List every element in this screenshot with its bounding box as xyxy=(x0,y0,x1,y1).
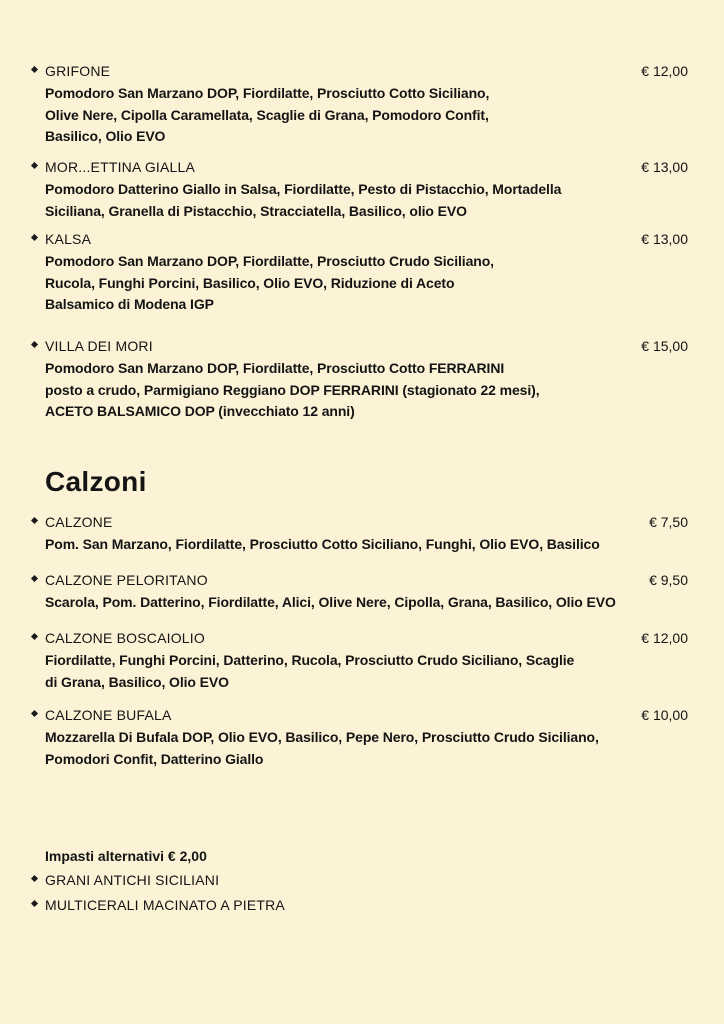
description-line: Pomodoro San Marzano DOP, Fiordilatte, Prosciutto Cotto FERRARINI xyxy=(45,360,505,376)
menu-item-calzone-bufala xyxy=(30,705,694,770)
item-name: VILLA DEI MORI xyxy=(45,338,153,354)
menu-item-grifone xyxy=(30,61,694,148)
extra-name: GRANI ANTICHI SICILIANI xyxy=(45,872,220,888)
diamond-bullet-icon xyxy=(31,575,38,582)
menu-item-morettina-gialla xyxy=(30,157,694,222)
description-line: Fiordilatte, Funghi Porcini, Datterino, Rucola, Prosciutto Crudo Siciliano, Scaglie xyxy=(45,652,575,668)
description-line: Pomodori Confit, Datterino Giallo xyxy=(45,750,264,767)
item-name: CALZONE BOSCAIOLIO xyxy=(45,630,205,646)
item-price: € 12,00 xyxy=(641,63,688,79)
diamond-bullet-icon xyxy=(31,341,38,348)
item-description xyxy=(45,83,694,148)
item-price: € 13,00 xyxy=(641,231,688,247)
diamond-bullet-icon xyxy=(31,900,38,907)
description-line: Scarola, Pom. Datterino, Fiordilatte, Alici, Olive Nere, Cipolla, Grana, Basilico, Olio EVO xyxy=(45,594,616,610)
description-line: Basilico, Olio EVO xyxy=(45,128,166,144)
menu-item-calzone-peloritano xyxy=(30,570,694,614)
item-name: KALSA xyxy=(45,231,92,247)
description-line: Pomodoro Datterino Giallo in Salsa, Fiordilatte, Pesto di Pistacchio, Mortadella xyxy=(45,181,562,197)
menu-item-kalsa xyxy=(30,229,694,316)
item-price: € 9,50 xyxy=(649,572,688,588)
item-name: CALZONE BUFALA xyxy=(45,707,172,723)
diamond-bullet-icon xyxy=(31,517,38,524)
item-price: € 13,00 xyxy=(641,159,688,175)
description-line: Rucola, Funghi Porcini, Basilico, Olio EVO, Riduzione di Aceto xyxy=(45,274,455,291)
diamond-bullet-icon xyxy=(31,875,38,882)
item-price: € 12,00 xyxy=(641,630,688,646)
description-line: di Grana, Basilico, Olio EVO xyxy=(45,673,229,690)
item-description xyxy=(45,358,694,423)
description-line: ACETO BALSAMICO DOP (invecchiato 12 anni) xyxy=(45,403,355,419)
diamond-bullet-icon xyxy=(31,66,38,73)
item-name: GRIFONE xyxy=(45,63,111,79)
item-name: MOR...ETTINA GIALLA xyxy=(45,159,196,175)
item-description xyxy=(45,727,694,770)
extra-item-multicerali xyxy=(30,895,430,917)
item-name: CALZONE xyxy=(45,514,113,530)
item-description xyxy=(45,251,694,316)
item-description xyxy=(45,534,694,556)
item-description xyxy=(45,650,694,693)
menu-item-villa-dei-mori xyxy=(30,336,694,423)
item-description xyxy=(45,592,694,614)
item-price: € 7,50 xyxy=(649,514,688,530)
description-line: Pomodoro San Marzano DOP, Fiordilatte, Prosciutto Cotto Siciliano, xyxy=(45,85,490,101)
description-line: Pomodoro San Marzano DOP, Fiordilatte, Prosciutto Crudo Siciliano, xyxy=(45,253,494,269)
section-title-calzoni: Calzoni xyxy=(45,466,147,497)
description-line: Mozzarella Di Bufala DOP, Olio EVO, Basilico, Pepe Nero, Prosciutto Crudo Siciliano, xyxy=(45,729,599,745)
description-line: Pom. San Marzano, Fiordilatte, Prosciutto Cotto Siciliano, Funghi, Olio EVO, Basilico xyxy=(45,536,600,552)
item-description xyxy=(45,179,694,222)
description-line: Balsamico di Modena IGP xyxy=(45,296,214,312)
menu-item-calzone-boscaiolio xyxy=(30,628,694,693)
extra-item-grani-antichi xyxy=(30,870,430,892)
extra-name: MULTICERALI MACINATO A PIETRA xyxy=(45,897,285,913)
diamond-bullet-icon xyxy=(31,633,38,640)
description-line: Olive Nere, Cipolla Caramellata, Scaglie di Grana, Pomodoro Confit, xyxy=(45,106,489,123)
description-line: Siciliana, Granella di Pistacchio, Stracciatella, Basilico, olio EVO xyxy=(45,202,467,219)
item-name: CALZONE PELORITANO xyxy=(45,572,208,588)
diamond-bullet-icon xyxy=(31,162,38,169)
description-line: posto a crudo, Parmigiano Reggiano DOP FERRARINI (stagionato 22 mesi), xyxy=(45,381,540,398)
diamond-bullet-icon xyxy=(31,710,38,717)
menu-item-calzone xyxy=(30,512,694,556)
item-price: € 10,00 xyxy=(641,707,688,723)
item-price: € 15,00 xyxy=(641,338,688,354)
extras-title: Impasti alternativi € 2,00 xyxy=(45,848,207,864)
diamond-bullet-icon xyxy=(31,234,38,241)
